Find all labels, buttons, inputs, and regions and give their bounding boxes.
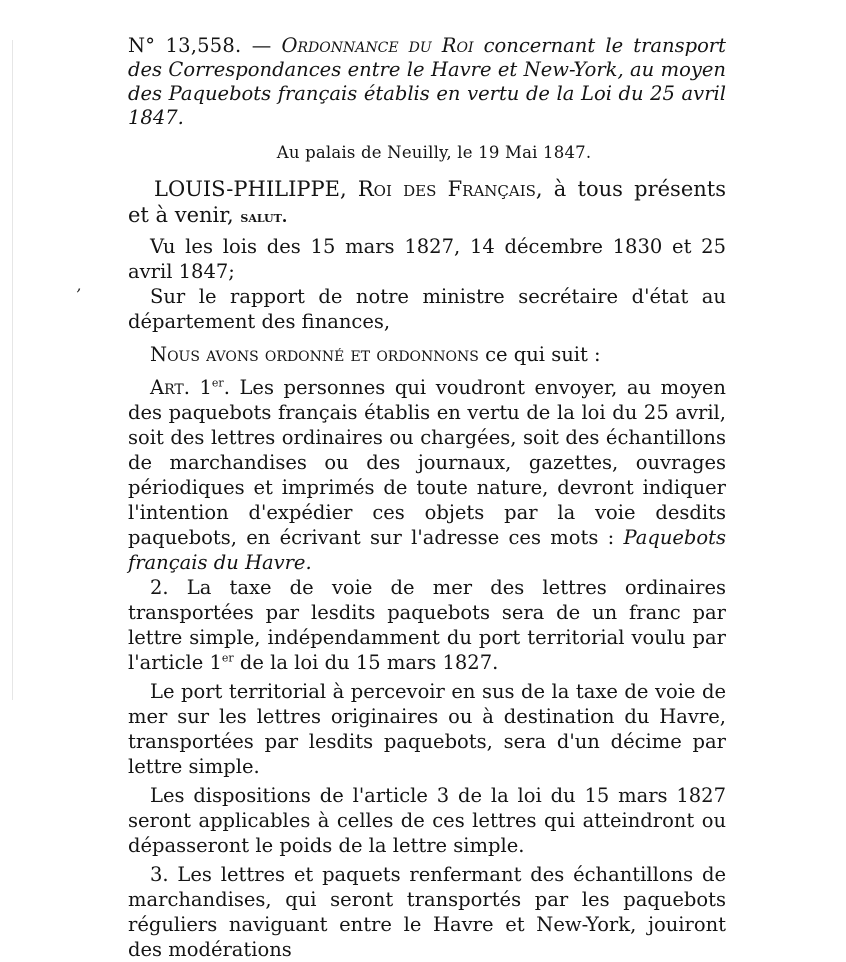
article-1-sup: er: [211, 376, 224, 390]
article-3: 3. Les lettres et paquets renfermant des échantillons de marchandises, qui seront transportés par les paquebots réguliers naviguant entre le Havre et New-York, jouiront des modérations: [128, 863, 726, 961]
article-1-italic: Paquebots français du Havre.: [128, 526, 726, 574]
article-2-sup: er: [221, 651, 234, 665]
salut: salut.: [240, 207, 288, 226]
scan-edge-line: [12, 40, 13, 700]
article-2-text-b: de la loi du 15 mars 1827.: [233, 651, 499, 674]
preamble-address: , à tous présents et à venir,: [128, 177, 726, 227]
visa-report: Sur le rapport de notre ministre secrétaire d'état au département des finances,: [128, 285, 726, 333]
king-name: LOUIS-PHILIPPE,: [154, 177, 347, 201]
visa-laws: Vu les lois des 15 mars 1827, 14 décembre 1830 et 25 avril 1847;: [128, 235, 726, 283]
text-column: [128, 34, 726, 962]
ordonnons-rest: ce qui suit :: [485, 343, 601, 366]
article-1-text: . Les personnes qui voudront envoyer, au moyen des paquebots français établis en vertu de la loi du 25 avril, soit des lettres ordinaires ou chargées, soit des échantillons de marchandises ou des journaux, gazettes, ouvrages périodiques et imprimés de toute nature, devront indiquer l'intention d'expédier ces objets par la voie desdits paquebots, en écrivant sur l'adresse ces mots :: [128, 376, 726, 549]
article-2-para-3: Les dispositions de l'article 3 de la loi du 15 mars 1827 seront applicables à celles de ces lettres qui atteindront ou dépasseront le poids de la lettre simple.: [128, 784, 726, 857]
dateline: Au palais de Neuilly, le 19 Mai 1847.: [276, 143, 592, 162]
ordinance-subject: concernant le transport des Correspondances entre le Havre et New-York, au moyen des Paquebots français établis en vertu de la Loi du 25 avril 1847.: [128, 34, 726, 129]
article-1: [128, 375, 726, 575]
ordonnons-lead: Nous avons ordonné et ordonnons: [150, 343, 479, 366]
margin-mark: ’: [76, 285, 82, 304]
ordinance-title: Ordonnance du Roi: [281, 34, 474, 57]
article-1-label: Art. 1: [150, 376, 212, 399]
ordonnons-line: [128, 342, 726, 367]
king-title: Roi des Français: [357, 177, 536, 201]
article-2: [128, 575, 726, 675]
ordinance-number: N° 13,558. —: [128, 34, 272, 57]
article-2-para-2: Le port territorial à percevoir en sus de la taxe de voie de mer sur les lettres originaires ou à destination du Havre, transportées par lesdits paquebots, sera d'un décime par lettre simple.: [128, 680, 726, 778]
ordinance-heading: [128, 34, 726, 130]
preamble: [128, 176, 726, 230]
article-2-text-a: 2. La taxe de voie de mer des lettres ordinaires transportées par lesdits paquebots sera de un franc par lettre simple, indépendamment du port territorial voulu par l'article 1: [128, 576, 726, 674]
